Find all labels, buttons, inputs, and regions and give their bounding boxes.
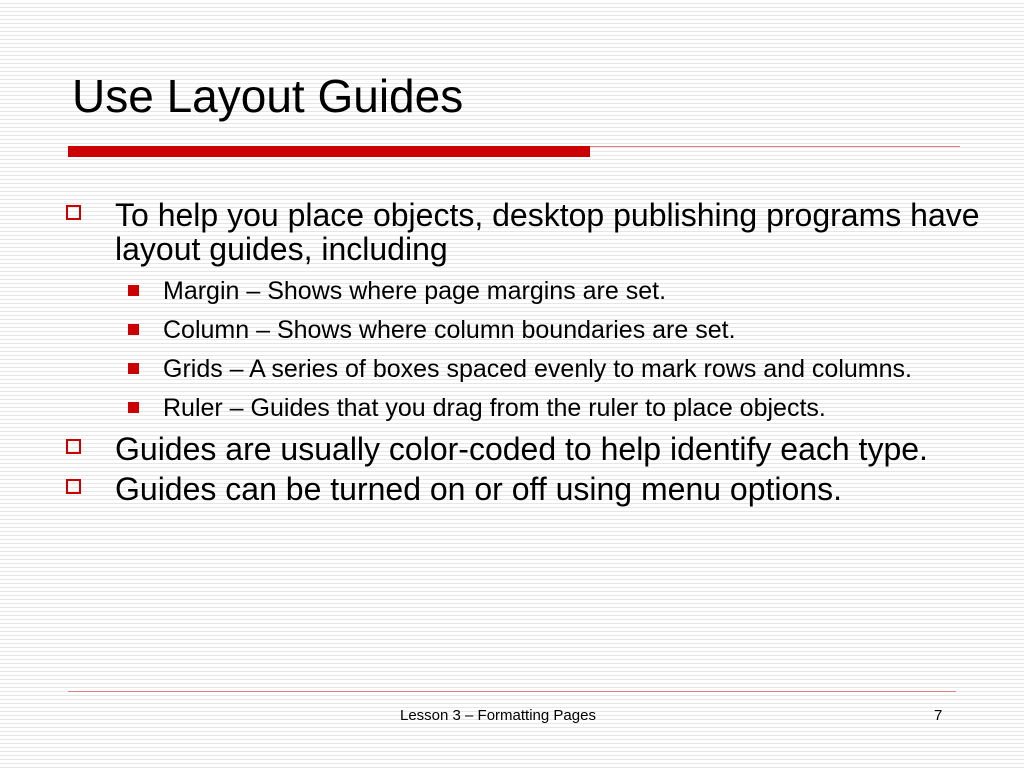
sub-bullet-item [64, 393, 984, 423]
filled-square-bullet-icon [128, 402, 139, 413]
bullet-item [64, 432, 984, 466]
sub-bullet-item [64, 354, 984, 384]
filled-square-bullet-icon [128, 285, 139, 296]
footer-text: Lesson 3 – Formatting Pages [400, 707, 596, 724]
sub-bullet-text: Grids – A series of boxes spaced evenly to mark rows and columns. [163, 355, 912, 383]
hollow-square-bullet-icon [66, 479, 81, 494]
sub-bullet-item [64, 315, 984, 345]
title-underline-line [590, 146, 960, 147]
bullet-text: To help you place objects, desktop publishing programs have layout guides, including [115, 197, 980, 267]
sub-bullet-item [64, 276, 984, 306]
bullet-item [64, 198, 984, 266]
hollow-square-bullet-icon [66, 439, 81, 454]
sub-bullet-text: Margin – Shows where page margins are set. [163, 277, 667, 305]
page-number: 7 [934, 707, 943, 724]
footer-divider [68, 691, 956, 692]
filled-square-bullet-icon [128, 324, 139, 335]
bullet-text: Guides can be turned on or off using menu options. [115, 471, 842, 507]
sub-bullet-list [64, 276, 984, 423]
bullet-text: Guides are usually color-coded to help identify each type. [115, 431, 928, 467]
sub-bullet-text: Ruler – Guides that you drag from the ruler to place objects. [163, 394, 826, 422]
sub-bullet-text: Column – Shows where column boundaries are set. [163, 316, 736, 344]
filled-square-bullet-icon [128, 363, 139, 374]
hollow-square-bullet-icon [66, 205, 81, 220]
slide-title: Use Layout Guides [72, 70, 464, 122]
bullet-item [64, 472, 984, 506]
slide-body [64, 198, 984, 512]
title-underline-bar [68, 146, 590, 157]
